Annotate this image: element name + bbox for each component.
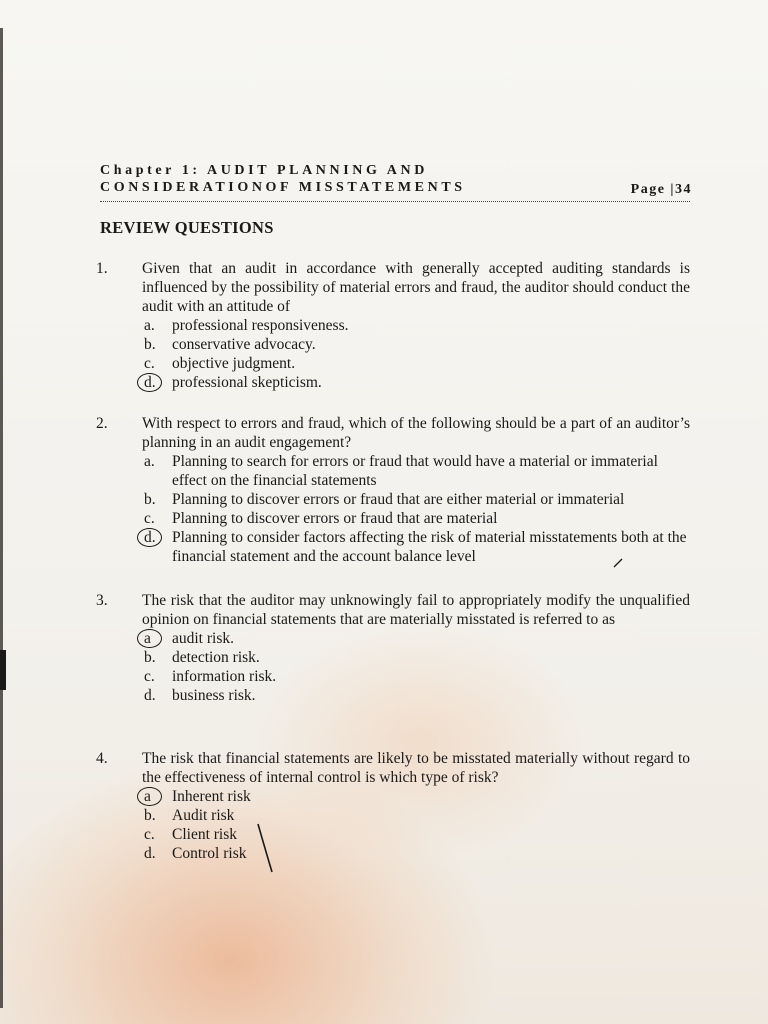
option-d-circled: [142, 373, 690, 392]
option-text: Client risk: [172, 826, 238, 843]
page-number: Page |34: [630, 182, 692, 197]
option-text: professional skepticism.: [172, 374, 322, 391]
option-list: [142, 787, 690, 863]
question-text: The risk that the auditor may unknowingly fail to appropriately modify the unqualified opinion on financial statements that are materially misstated is referred to as: [142, 592, 690, 628]
option-a-circled: [142, 787, 690, 806]
option-letter: c.: [144, 668, 155, 685]
option-text: Planning to consider factors affecting the risk of material misstatements both at the financial statement and the account balance level: [172, 529, 687, 565]
option-letter: c.: [144, 510, 155, 527]
option-text: Inherent risk: [172, 788, 251, 805]
option-text: objective judgment.: [172, 355, 296, 372]
option-text: Planning to search for errors or fraud that would have a material or immaterial effect on the financial statements: [172, 453, 658, 489]
option-text: Planning to discover errors or fraud that are material: [172, 510, 498, 527]
option-a: [142, 452, 690, 490]
option-b: [142, 648, 690, 667]
question-number: 1.: [96, 260, 108, 277]
option-list: [142, 452, 690, 566]
option-letter: d.: [144, 845, 156, 862]
option-letter: d.: [144, 687, 156, 704]
question-number: 3.: [96, 592, 108, 609]
page-edge-shadow: [0, 28, 3, 1008]
question-text: The risk that financial statements are likely to be misstated materially without regard to the effectiveness of internal control is which type of risk?: [142, 750, 690, 786]
question-4: [96, 749, 690, 863]
option-c: [142, 825, 690, 844]
question-text: Given that an audit in accordance with generally accepted auditing standards is influenced by the possibility of material errors and fraud, the auditor should conduct the audit with an attitude of: [142, 260, 690, 315]
option-b: [142, 335, 690, 354]
option-letter: c.: [144, 355, 155, 372]
question-number: 2.: [96, 415, 108, 432]
option-text: Control risk: [172, 845, 247, 862]
pen-stroke-mark: [252, 820, 282, 876]
option-letter: b.: [144, 807, 156, 824]
option-a-circled: [142, 629, 690, 648]
header-rule: [100, 201, 690, 202]
option-text: audit risk.: [172, 630, 234, 647]
option-c: [142, 509, 690, 528]
option-letter: a.: [144, 317, 155, 334]
option-letter: a.: [144, 453, 155, 470]
chapter-title-line2: CONSIDERATIONOF MISSTATEMENTS: [100, 180, 466, 195]
option-b: [142, 490, 690, 509]
option-text: Planning to discover errors or fraud that are either material or immaterial: [172, 491, 625, 508]
question-number: 4.: [96, 750, 108, 767]
option-list: [142, 316, 690, 392]
chapter-title-line1: Chapter 1: AUDIT PLANNING AND: [100, 163, 428, 178]
page-header: [100, 163, 692, 196]
option-letter: b.: [144, 491, 156, 508]
question-text: With respect to errors and fraud, which of the following should be a part of an auditor’s planning in an audit engagement?: [142, 415, 690, 451]
option-d: [142, 844, 690, 863]
option-c: [142, 354, 690, 373]
question-2: [96, 414, 690, 566]
option-letter: b.: [144, 336, 156, 353]
option-letter: a: [144, 630, 151, 647]
option-letter: b.: [144, 649, 156, 666]
pen-tick-mark: [612, 556, 626, 570]
option-text: detection risk.: [172, 649, 260, 666]
option-text: business risk.: [172, 687, 256, 704]
option-text: information risk.: [172, 668, 277, 685]
option-d-circled: [142, 528, 690, 566]
option-d: [142, 686, 690, 705]
option-letter: d.: [144, 529, 156, 546]
binding-mark: [0, 650, 6, 690]
option-c: [142, 667, 690, 686]
option-b: [142, 806, 690, 825]
option-letter: d.: [144, 374, 156, 391]
option-text: Audit risk: [172, 807, 235, 824]
option-text: conservative advocacy.: [172, 336, 316, 353]
option-list: [142, 629, 690, 705]
question-3: [96, 591, 690, 705]
question-1: [96, 259, 690, 392]
section-title: REVIEW QUESTIONS: [100, 218, 274, 237]
option-text: professional responsiveness.: [172, 317, 349, 334]
option-a: [142, 316, 690, 335]
option-letter: c.: [144, 826, 155, 843]
option-letter: a: [144, 788, 151, 805]
